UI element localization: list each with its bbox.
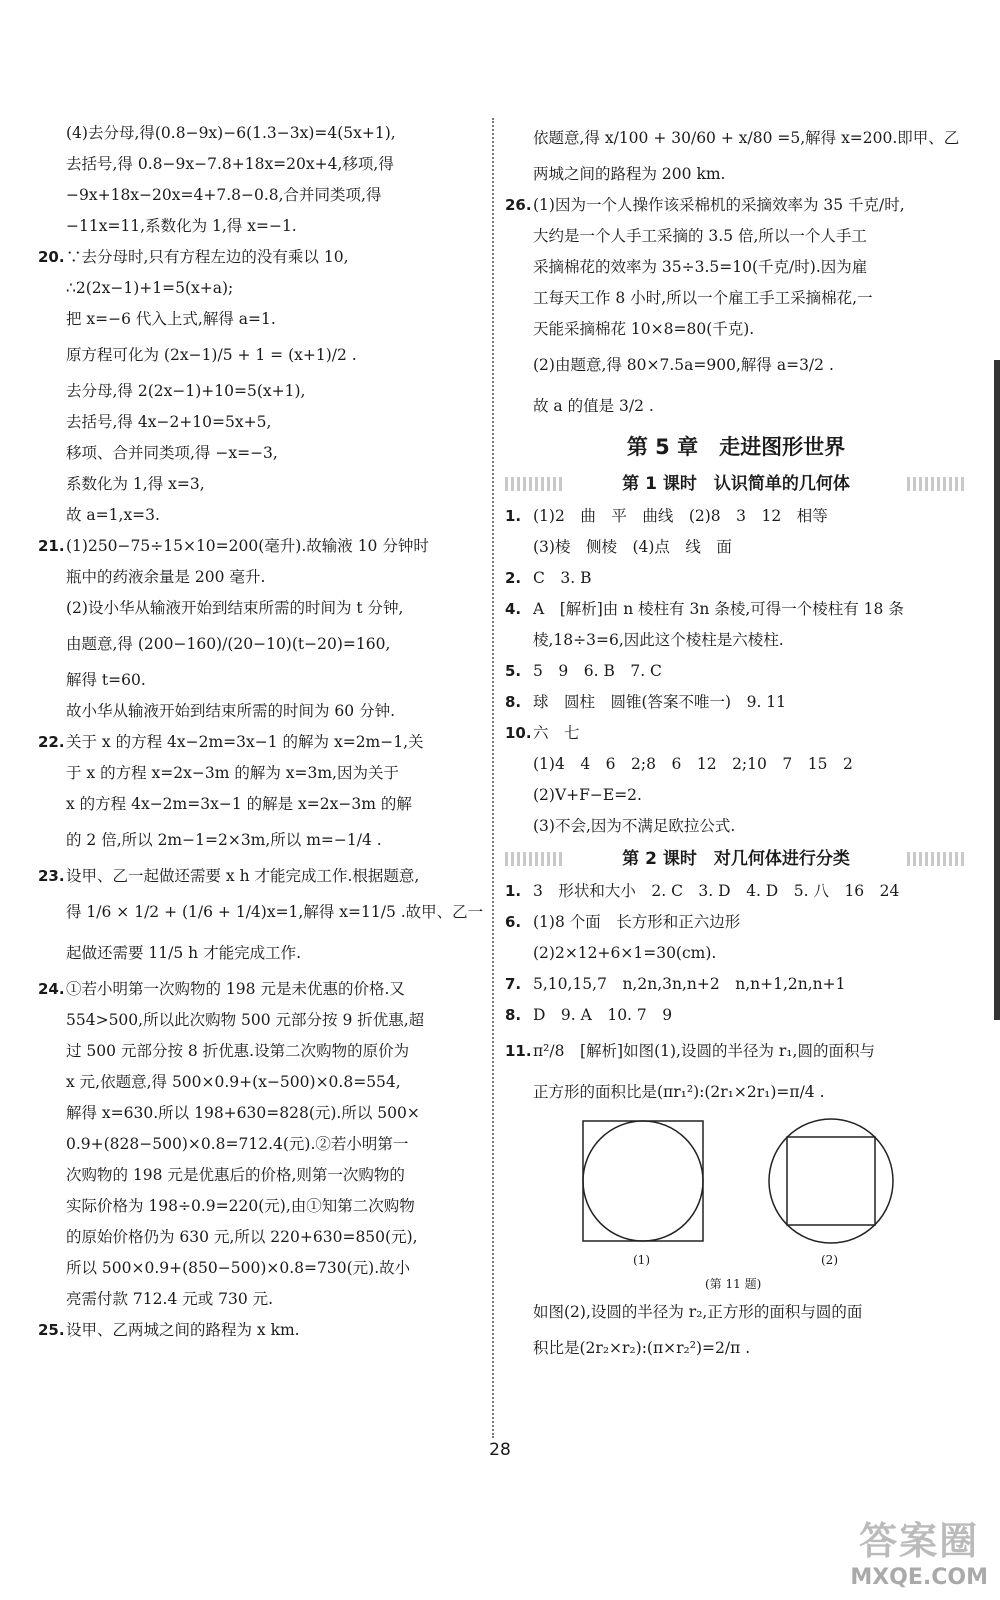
answer-text: 过 500 元部分按 8 折优惠.设第二次购物的原价为 [66, 1042, 410, 1060]
lesson-2-heading [505, 842, 967, 876]
answer-line [505, 386, 967, 427]
answer-text: 设甲、乙两城之间的路程为 x km. [66, 1321, 300, 1339]
answer-text: 大约是一个人手工采摘的 3.5 倍,所以一个人手工 [533, 227, 867, 245]
answer-line [505, 718, 967, 749]
figure-2-circle-with-square [769, 1119, 893, 1243]
answer-line [38, 1315, 493, 1346]
answer-line [505, 1031, 967, 1072]
answer-line [38, 624, 493, 665]
left-column [38, 118, 493, 1346]
answer-line [505, 625, 967, 656]
answer-text: 实际价格为 198÷0.9=220(元),由①知第二次购物 [66, 1197, 415, 1215]
answer-line [38, 273, 493, 304]
answer-text: 把 x=−6 代入上式,解得 a=1. [66, 310, 276, 328]
answer-line [505, 118, 967, 159]
answer-text: 所以 500×0.9+(850−500)×0.8=730(元).故小 [66, 1259, 411, 1277]
lesson-2-answers [505, 876, 967, 1113]
figure-labels [505, 1253, 967, 1275]
figure-caption [505, 1275, 967, 1297]
answer-text: 六 七 [533, 724, 580, 742]
answer-line [505, 252, 967, 283]
answer-line [505, 876, 967, 907]
answer-line [505, 907, 967, 938]
question-number: 24. [38, 980, 65, 998]
question-number: 10. [505, 724, 532, 742]
answer-text: 采摘棉花的效率为 35÷3.5=10(千克/时).因为雇 [533, 258, 868, 276]
answer-line [38, 118, 493, 149]
answer-line [505, 780, 967, 811]
figure-11-drawing [505, 1113, 967, 1253]
lesson-1-title: 第 1 课时 认识简单的几何体 [612, 474, 860, 494]
answer-text: (1)4 4 6 2;8 6 12 2;10 7 15 2 [533, 755, 853, 773]
answer-text: 如图(2),设圆的半径为 r₂,正方形的面积与圆的面 [533, 1303, 863, 1321]
edge-bar [994, 360, 1000, 1020]
answer-text: x 元,依题意,得 500×0.9+(x−500)×0.8=554, [66, 1073, 401, 1091]
answer-text: 去括号,得 4x−2+10=5x+5, [66, 413, 272, 431]
question-number: 4. [505, 600, 522, 618]
answer-line [38, 242, 493, 273]
answer-line [38, 1067, 493, 1098]
answer-line [38, 1191, 493, 1222]
answer-text: 得 1/6 × 1/2 + (1/6 + 1/4)x=1,解得 x=11/5 .故甲、乙一 [66, 903, 484, 921]
question-number: 21. [38, 537, 65, 555]
answer-text: (4)去分母,得(0.8−9x)−6(1.3−3x)=4(5x+1), [66, 124, 396, 142]
answer-line [505, 501, 967, 532]
answer-text: 5,10,15,7 n,2n,3n,n+2 n,n+1,2n,n+1 [533, 975, 846, 993]
answer-text: 554>500,所以此次购物 500 元部分按 9 折优惠,超 [66, 1011, 425, 1029]
answer-line [38, 500, 493, 531]
answer-line [505, 656, 967, 687]
answer-line [505, 749, 967, 780]
answer-line [505, 283, 967, 314]
answer-text: 亮需付款 712.4 元或 730 元. [66, 1290, 274, 1308]
question-number: 8. [505, 1006, 522, 1024]
answer-text: ∴2(2x−1)+1=5(x+a); [66, 279, 234, 297]
answer-text: 0.9+(828−500)×0.8=712.4(元).②若小明第一 [66, 1135, 409, 1153]
answer-text: 系数化为 1,得 x=3, [66, 475, 205, 493]
answer-line [38, 758, 493, 789]
answer-line [38, 665, 493, 696]
answer-text: A [解析]由 n 棱柱有 3n 条棱,可得一个棱柱有 18 条 [533, 600, 904, 618]
answer-line [38, 696, 493, 727]
answer-line [38, 1036, 493, 1067]
answer-line [38, 149, 493, 180]
figure-1-square-with-circle [583, 1121, 703, 1241]
answer-text: 正方形的面积比是(πr₁²):(2r₁×2r₁)=π/4 . [533, 1083, 825, 1101]
answer-line [38, 1129, 493, 1160]
answer-text: (1)因为一个人操作该采棉机的采摘效率为 35 千克/时, [533, 196, 905, 214]
answer-line [38, 1222, 493, 1253]
answer-text: 解得 x=630.所以 198+630=828(元).所以 500× [66, 1104, 420, 1122]
answers-continued [505, 118, 967, 427]
answer-text: (1)8 个面 长方形和正六边形 [533, 913, 741, 931]
figure-1-label: (1) [633, 1253, 650, 1267]
answer-line [38, 438, 493, 469]
figure-caption-text: (第 11 题) [705, 1277, 762, 1291]
answer-text: −11x=11,系数化为 1,得 x=−1. [66, 217, 297, 235]
column-divider [492, 118, 494, 1438]
page-number: 28 [489, 1440, 511, 1460]
answer-text: 于 x 的方程 x=2x−3m 的解为 x=3m,因为关于 [66, 764, 399, 782]
answer-text: 故小华从输液开始到结束所需的时间为 60 分钟. [66, 702, 396, 720]
answer-text: 依题意,得 x/100 + 30/60 + x/80 =5,解得 x=200.即甲、乙 [533, 129, 960, 147]
answer-line [38, 727, 493, 758]
answer-line [505, 190, 967, 221]
answer-text: 解得 t=60. [66, 671, 146, 689]
question-number: 2. [505, 569, 522, 587]
answer-text: 工每天工作 8 小时,所以一个雇工手工采摘棉花,一 [533, 289, 873, 307]
answer-text: ①若小明第一次购物的 198 元是未优惠的价格.又 [66, 980, 405, 998]
answer-line [505, 532, 967, 563]
lesson-1-answers [505, 501, 967, 842]
answer-line [505, 687, 967, 718]
question-number: 26. [505, 196, 532, 214]
answer-text: 棱,18÷3=6,因此这个棱柱是六棱柱. [533, 631, 784, 649]
answer-line [505, 563, 967, 594]
watermark-bottom: MXQE.COM [850, 1565, 988, 1590]
answer-line [505, 1000, 967, 1031]
answer-text: 去分母,得 2(2x−1)+10=5(x+1), [66, 382, 306, 400]
question-number: 1. [505, 507, 522, 525]
answer-text: 3 形状和大小 2. C 3. D 4. D 5. 八 16 24 [533, 882, 900, 900]
answer-line [38, 376, 493, 407]
answer-line [38, 1005, 493, 1036]
question-number: 5. [505, 662, 522, 680]
right-column [505, 118, 967, 1369]
answer-text: 瓶中的药液余量是 200 毫升. [66, 568, 266, 586]
answer-line [505, 1072, 967, 1113]
question-number: 6. [505, 913, 522, 931]
answer-line [38, 180, 493, 211]
answer-line [505, 1328, 967, 1369]
answer-line [505, 938, 967, 969]
answer-text: 移项、合并同类项,得 −x=−3, [66, 444, 278, 462]
answer-text: 次购物的 198 元是优惠后的价格,则第一次购物的 [66, 1166, 405, 1184]
answer-text: 5 9 6. B 7. C [533, 662, 662, 680]
figure-2-label: (2) [821, 1253, 838, 1267]
answer-line [38, 562, 493, 593]
answer-line [505, 811, 967, 842]
answer-text: (3)棱 侧棱 (4)点 线 面 [533, 538, 732, 556]
question-number: 8. [505, 693, 522, 711]
answer-line [38, 892, 493, 933]
lesson-1-heading [505, 467, 967, 501]
answer-text: (2)由题意,得 80×7.5a=900,解得 a=3/2 . [533, 356, 834, 374]
answer-line [505, 1297, 967, 1328]
answer-text: 设甲、乙一起做还需要 x h 才能完成工作.根据题意, [66, 867, 420, 885]
answer-line [38, 407, 493, 438]
question-number: 1. [505, 882, 522, 900]
answer-line [505, 221, 967, 252]
question-number: 23. [38, 867, 65, 885]
answer-text: 关于 x 的方程 4x−2m=3x−1 的解为 x=2m−1,关 [66, 733, 424, 751]
answer-line [38, 1160, 493, 1191]
answer-text: (2)设小华从输液开始到结束所需的时间为 t 分钟, [66, 599, 404, 617]
answer-line [505, 345, 967, 386]
watermark-top: 答案圈 [859, 1519, 980, 1563]
answer-text: 天能采摘棉花 10×8=80(千克). [533, 320, 755, 338]
question-number: 7. [505, 975, 522, 993]
answer-line [38, 1098, 493, 1129]
answer-line [38, 304, 493, 335]
answer-line [38, 593, 493, 624]
answer-text: 的原始价格仍为 630 元,所以 220+630=850(元), [66, 1228, 418, 1246]
answer-line [38, 469, 493, 500]
answer-text: 原方程可化为 (2x−1)/5 + 1 = (x+1)/2 . [66, 346, 357, 364]
answer-text: 的 2 倍,所以 2m−1=2×3m,所以 m=−1/4 . [66, 831, 382, 849]
answer-line [505, 314, 967, 345]
watermark [850, 1510, 988, 1590]
answer-line [38, 1253, 493, 1284]
answer-text: π²/8 [解析]如图(1),设圆的半径为 r₁,圆的面积与 [533, 1042, 875, 1060]
figure-11 [505, 1113, 967, 1253]
question-number: 25. [38, 1321, 65, 1339]
answer-text: C 3. B [533, 569, 592, 587]
question-number: 11. [505, 1042, 532, 1060]
answer-text: 故 a=1,x=3. [66, 506, 160, 524]
answer-text: 球 圆柱 圆锥(答案不唯一) 9. 11 [533, 693, 787, 711]
answer-text: 故 a 的值是 3/2 . [533, 397, 654, 415]
question-number: 20. [38, 248, 65, 266]
question-number: 22. [38, 733, 65, 751]
answer-line [38, 789, 493, 820]
answer-line [505, 594, 967, 625]
answer-line [38, 974, 493, 1005]
answer-line [38, 933, 493, 974]
answer-line [505, 159, 967, 190]
answer-11-continued [505, 1297, 967, 1369]
answer-text: (1)2 曲 平 曲线 (2)8 3 12 相等 [533, 507, 828, 525]
answer-line [38, 335, 493, 376]
answer-line [38, 1284, 493, 1315]
answer-text: (2)2×12+6×1=30(cm). [533, 944, 717, 962]
answer-line [38, 211, 493, 242]
chapter-title: 第 5 章 走进图形世界 [626, 435, 846, 459]
answer-text: (1)250−75÷15×10=200(毫升).故输液 10 分钟时 [66, 537, 429, 555]
answer-text: (3)不会,因为不满足欧拉公式. [533, 817, 736, 835]
lesson-2-title: 第 2 课时 对几何体进行分类 [612, 849, 860, 869]
answer-text: 起做还需要 11/5 h 才能完成工作. [66, 944, 301, 962]
answer-text: 两城之间的路程为 200 km. [533, 165, 726, 183]
answer-line [505, 969, 967, 1000]
answer-line [38, 820, 493, 861]
answer-text: −9x+18x−20x=4+7.8−0.8,合并同类项,得 [66, 186, 382, 204]
answer-line [38, 861, 493, 892]
answer-text: 由题意,得 (200−160)/(20−10)(t−20)=160, [66, 635, 391, 653]
answer-text: D 9. A 10. 7 9 [533, 1006, 673, 1024]
answer-text: ∵去分母时,只有方程左边的没有乘以 10, [66, 248, 349, 266]
answer-text: 积比是(2r₂×r₂):(π×r₂²)=2/π . [533, 1339, 751, 1357]
answer-text: 去括号,得 0.8−9x−7.8+18x=20x+4,移项,得 [66, 155, 394, 173]
answer-text: (2)V+F−E=2. [533, 786, 642, 804]
answer-line [38, 531, 493, 562]
answer-text: x 的方程 4x−2m=3x−1 的解是 x=2x−3m 的解 [66, 795, 412, 813]
